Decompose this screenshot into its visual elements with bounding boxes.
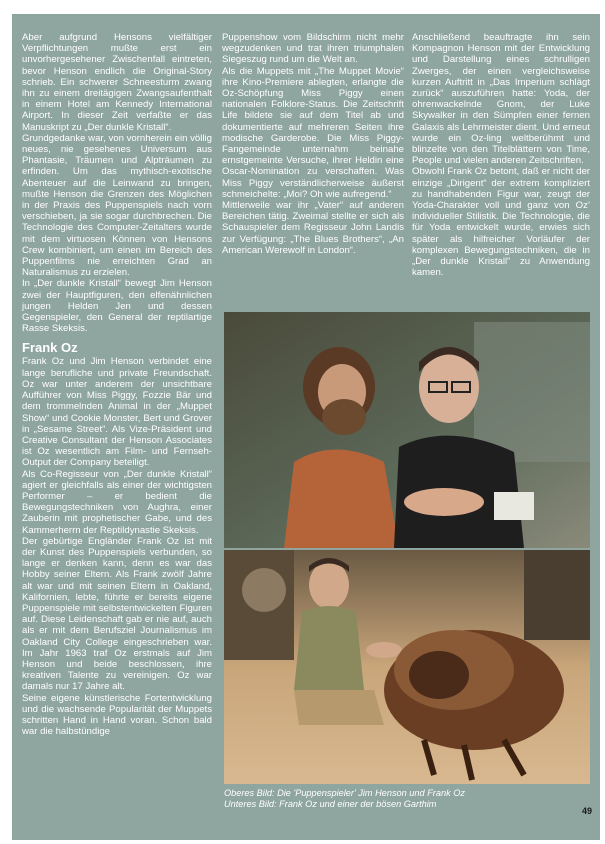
- paragraph: Anschließend beauftragte ihn sein Kompagnon Henson mit der Entwicklung und Darstellung eines schrulligen Zwerges, der einen vergleichsweise kurzen Auftritt in „Das Imperium schlägt zurück“ auszuführen hatte: Yoda, der ohrenwackelnde Gnom, der Luke Skywalker in den Sümpfen einer fernen Galaxis als Lehrmeister dient. Und erneut wurde ein Oz-ling weltberühmt und blinzelte von den Titelblättern von Time, People und vielen anderen Zeitschriften.: [412, 32, 590, 167]
- magazine-page: [12, 14, 600, 840]
- text-column-3: [412, 32, 590, 278]
- paragraph: Der gebürtige Engländer Frank Oz ist mit der Kunst des Puppenspiels verbunden, so lange er denken kann, denn es war das Hobby seiner Eltern. Als Frank zwölf Jahre alt war und mit seinen Eltern in Oakland, Kalifornien, lebte, führte er bereits eigene Puppenspiele mit selbstentwickelten Figuren auf. Diese Leidenschaft gab er nie auf, auch als er mit dem Berufsziel Journalismus im Oakland City College eingeschrieben war. Im Jahr 1963 traf Oz erstmals auf Jim Henson und beide beschlossen, ihre kreativen Talente zu vereinigen. Oz war damals nur 17 Jahre alt.: [22, 535, 212, 693]
- page-number: 49: [581, 806, 592, 816]
- paragraph: Aber aufgrund Hensons vielfältiger Verpflichtungen mußte erst ein unvorhergesehener Zwischenfall eintreten, bevor Henson endlich die Original-Story schrieb. Ein schwerer Schneesturm zwang ihn zu einem dreitägigen Zwangsaufenthalt in einem Hotel am Kennedy International Airport. In dieser Zeit verfaßte er das Manuskript zu „Der dunkle Kristall“.: [22, 32, 212, 133]
- photo-oz-and-garthim: [224, 550, 590, 784]
- photo-captions: [224, 788, 590, 810]
- paragraph: Obwohl Frank Oz betont, daß er nicht der einzige „Dirigent“ der extrem kompliziert zu handhabenden Figur war, zeugt der Yoda-Charakter voll und ganz von Oz’ individueller Stilistik. Die Technologie, die für Yoda entwickelt wurde, erwies sich später als hilfreicher Vorläufer der komplexen Bewegungstechniken, die in „Der dunkle Kristall“ zu Anwendung kamen.: [412, 166, 590, 279]
- paragraph: In „Der dunkle Kristall“ bewegt Jim Henson zwei der Hauptfiguren, den elfenähnlichen jungen Helden Jen und dessen Gegenspieler, den General der reptilartige Rasse Skeksis.: [22, 278, 212, 335]
- paragraph: Als die Muppets mit „The Muppet Movie“ ihre Kino-Premiere ablegten, erlangte die Oz-Schöpfung Miss Piggy einen nationalen Folklore-Status. Die Zeitschrift Life bildete sie auf dem Titel ab und dokumentierte auf mehreren Seiten ihre modische Garderobe. Die Miss Piggy-Fangemeinde unternahm beinahe ernstgemeinte Versuche, ihrer Heldin eine Oscar-Nomination zu verschaffen. Was Miss Piggy verständlicherweise äußerst schmeichelte: „Moi? Oh wie aufregend.“: [222, 65, 404, 200]
- paragraph: Seine eigene künstlerische Fortentwicklung und die wachsende Popularität der Muppets schritten Hand in Hand voran. Schon bald war die halbstündige: [22, 692, 212, 738]
- photo-illustration: [224, 312, 590, 548]
- paragraph: Mittlerweile war ihr „Vater“ auf anderen Bereichen tätig. Zweimal stellte er sich als Schauspieler dem Regisseur John Landis zur Verfügung: „The Blues Brothers“, „An American Werewolf in London“.: [222, 200, 404, 256]
- paragraph: Frank Oz und Jim Henson verbindet eine lange berufliche und private Freundschaft. Oz war unter anderem der unsichtbare Aufführer von Miss Piggy, Fozzie Bär und dem trommelnden Animal in der „Muppet Show“ und Cookie Monster, Bert und Grover in „Sesame Street“. Als Vize-Präsident und Creative Consultant der Henson Associates ist Oz wesentlich am Film- und Fernseh-Output der Company beteiligt.: [22, 356, 212, 469]
- paragraph: Als Co-Regisseur von „Der dunkle Kristall“ agiert er gleichfalls als einer der wichtigsten Performer – er bedient die Bewegungstechniken von Aughra, einer Zauberin mit prophetischer Gabe, und des Kammerherrn der Reptildynastie Skeksis.: [22, 468, 212, 536]
- section-heading: Frank Oz: [22, 340, 78, 356]
- text-column-2: [222, 32, 404, 256]
- text-column-1: [22, 32, 212, 737]
- caption-bottom: Unteres Bild: Frank Oz und einer der bösen Garthim: [224, 799, 437, 809]
- paragraph: Puppenshow vom Bildschirm nicht mehr wegzudenken und trat ihren triumphalen Siegeszug rund um die Welt an.: [222, 32, 404, 66]
- paragraph: Grundgedanke war, von vornherein ein völlig neues, nie gesehenes Universum aus Phantasie, Träumen und Alpträumen zu erfinden. Um das mythisch-exotische Abenteuer auf die Leinwand zu bringen, mußte Henson die Grenzen des Möglichen in der Praxis des Puppenspiels nach vorn verschieben, ja sie sogar durchbrechen. Die Technologie des Computer-Zeitalters wurde mit dem virtuosen Können von Hensons Crew kombiniert, um einen im Bereich des Puppenfilms nie erreichten Grad an Naturalismus zu erzielen.: [22, 132, 212, 279]
- photo-henson-and-oz: [224, 312, 590, 548]
- photo-illustration: [224, 550, 590, 784]
- caption-top: Oberes Bild: Die 'Puppenspieler' Jim Henson und Frank Oz: [224, 788, 465, 798]
